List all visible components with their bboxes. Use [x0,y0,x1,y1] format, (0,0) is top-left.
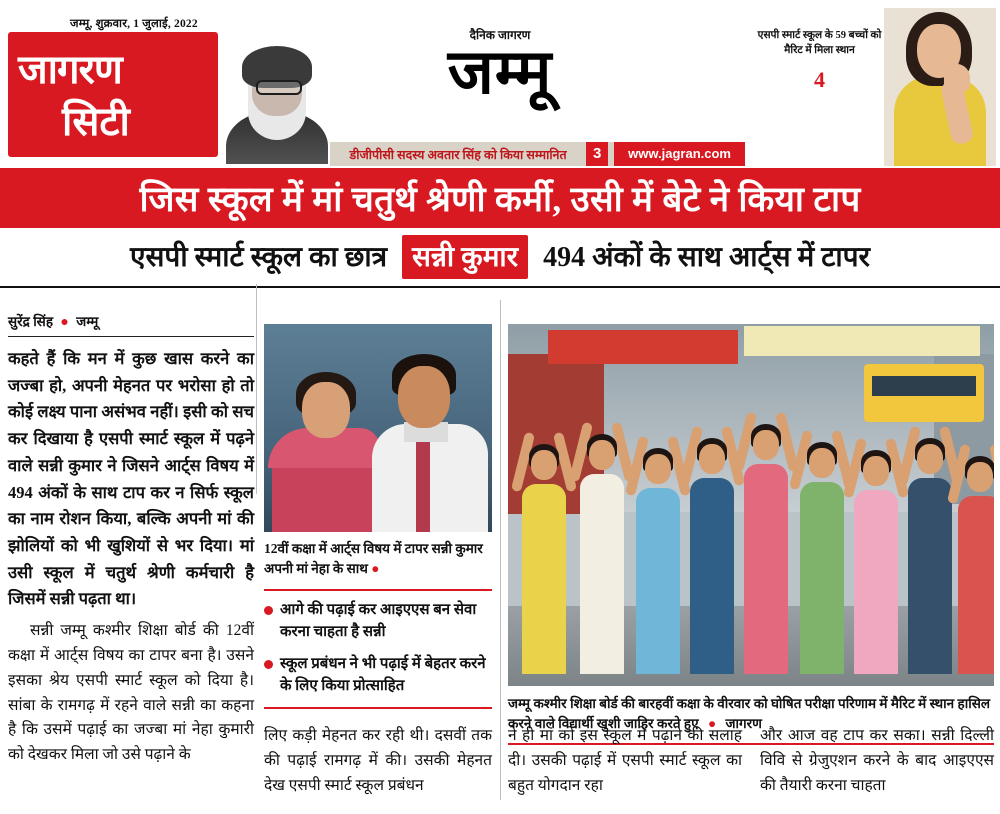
byline [8,312,254,336]
teaser-bar [330,142,745,166]
website-url[interactable]: www.jagran.com [614,142,745,166]
article-body [0,292,1000,814]
middle-column-continuation: लिए कड़ी मेहनत कर रही थी। दसवीं तक की पढ़ाई रामगढ़ में की। उसकी मेहनत देख एसपी स्मार्ट स्कूल प्रबंधन [264,727,492,794]
sub-headline-part-1: एसपी स्मार्ट स्कूल का छात्र [130,242,388,273]
byline-author: सुरेंद्र सिंह [8,314,53,329]
column-divider-left [256,284,257,494]
byline-separator-dot: ● [60,315,69,330]
promo-page-number: 4 [814,67,825,93]
byline-place: जम्मू [76,314,99,329]
main-headline: जिस स्कूल में मां चतुर्थ श्रेणी कर्मी, उसी में बेटे ने किया टाप [139,179,861,219]
caption-rule-red [264,589,492,591]
logo-line-2: सिटी [62,99,130,144]
byline-rule [8,336,254,337]
photo-caption-middle [264,532,492,587]
sub-headline-band [0,228,1000,288]
right-bottom-columns [508,724,994,798]
bullet-item: आगे की पढ़ाई कर आइएएस बन सेवा करना चाहता है सन्नी [264,599,492,644]
dateline: जम्मू, शुक्रवार, 1 जुलाई, 2022 [70,18,198,30]
paragraph-2: सन्नी जम्मू कश्मीर शिक्षा बोर्ड की 12वीं कक्षा में आर्ट्स विषय का टापर बना है। उसने इसका श्रेय एसपी स्मार्ट स्कूल को दिया है। सांबा के रामगढ़ में रहने वाले सन्नी का कहना है कि उसमें पढ़ाई का जज्बा मां नेहा कुमारी को देखकर मिला जो उसे पढ़ाने के [8,622,254,764]
left-column [8,312,254,768]
photo-credit: जागरण [725,716,762,732]
bullets-rule-red [264,707,492,709]
students-celebration-photo [508,324,994,686]
photo-caption-middle-text: 12वीं कक्षा में आर्ट्स विषय में टापर सन्नी कुमार अपनी मां नेहा के साथ [264,541,483,577]
column-divider-right [500,300,501,800]
sub-headline [130,235,870,279]
sub-headline-part-2: 494 अंकों के साथ आर्ट्स में टापर [543,242,870,273]
highlight-bullets [264,599,492,698]
logo-line-1: जागरण [18,47,122,92]
bullet-item: स्कूल प्रबंधन ने भी पढ़ाई में बेहतर करने के लिए किया प्रोत्साहित [264,653,492,698]
masthead [0,0,1000,170]
brand-small-label: दैनिक जागरण [469,28,531,42]
photo-caption-right-text: जम्मू कश्मीर शिक्षा बोर्ड की बारहवीं कक्षा के वीरवार को घोषित परीक्षा परिणाम में मैरिट में स्थान हासिल करने वाले विद्यार्थी खुशी जाहिर करते हुए [508,696,990,732]
middle-column [264,324,492,717]
lead-paragraph: कहते हैं कि मन में कुछ खास करने का जज्बा हो, अपनी मेहनत पर भरोसा हो तो कोई लक्ष्य पाना असंभव नहीं। इसी को सच कर दिखाया है एसपी स्मार्ट स्कूल में पढ़ने वाले सन्नी कुमार ने जिसने आर्ट्स विषय में 494 अंकों के साथ टाप कर न सिर्फ स्कूल का नाम रोशन किया, बल्कि अपनी मां की झोलियों को भी खुशियों से भर दिया। मां उसी स्कूल में चतुर्थ श्रेणी कर्मचारी है जिसमें सन्नी पढ़ता था। [8,349,254,609]
right-column [508,324,994,745]
bottom-column-2: और आज वह टाप कर सका। सन्नी दिल्ली विवि से ग्रेजुएशन करने के बाद आइएएस की तैयारी करना चाहता [760,727,994,794]
caption-source-dot: ● [707,716,717,732]
sub-headline-highlight: सन्नी कुमार [402,235,528,279]
promo-teaser [757,28,882,96]
promo-teaser-text: एसपी स्मार्ट स्कूल के 59 बच्चों को मैरिट में मिला स्थान [757,30,882,57]
brand-title: जम्मू [447,39,553,107]
caption-end-dot: ● [371,561,380,577]
teaser-bar-text: डीजीपीसी सदस्य अवतार सिंह को किया सम्मानित [349,147,567,162]
main-headline-band [0,168,1000,228]
teaser-bar-page-number: 3 [586,142,608,166]
student-photo-top-right [884,8,996,166]
bottom-column-1: ने ही मां को इस स्कूल में पढ़ाने की सलाह दी। उसकी पढ़ाई में एसपी स्मार्ट स्कूल का बहुत योगदान रहा [508,727,742,794]
topper-with-mother-photo [264,324,492,532]
